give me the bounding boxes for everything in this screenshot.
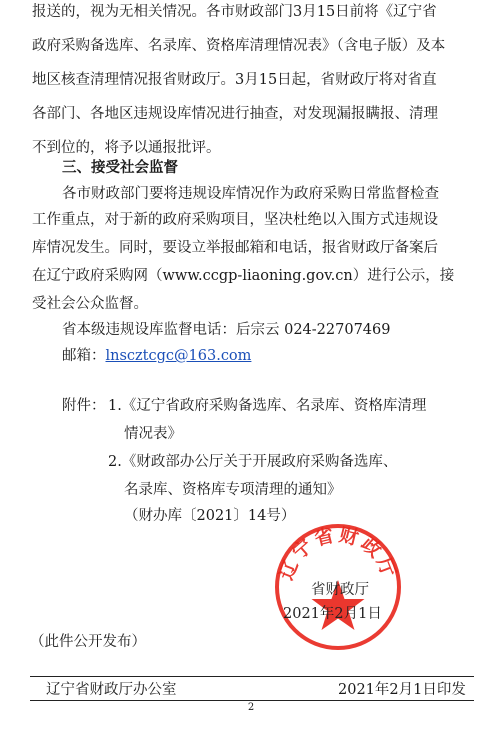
attachments-label: 附件：: [62, 398, 106, 414]
section-line-5: 受社会公众监督。: [32, 296, 148, 312]
body-line-1: 报送的，视为无相关情况。各市财政部门3月15日前将《辽宁省: [32, 4, 437, 20]
footer-issuer: 辽宁省财政厅办公室: [46, 682, 177, 698]
phone-line: 省本级违规设库监督电话：后宗云 024-22707469: [62, 322, 391, 338]
body-line-3: 地区核查清理情况报省财政厅。3月15日起，省财政厅将对省直: [32, 72, 437, 88]
attachment-item-2-cont: 名录库、资格库专项清理的通知》: [124, 482, 342, 498]
email-link[interactable]: lnscztcgc@163.com: [105, 348, 252, 364]
section-line-3: 库情况发生。同时，要设立举报邮箱和电话，报省财政厅备案后: [32, 240, 438, 256]
page-number: 2: [247, 702, 255, 713]
signing-date: 2021年2月1日: [283, 606, 382, 622]
body-line-4: 各部门、各地区违规设库情况进行抽查，对发现漏报瞒报、清理: [32, 106, 438, 122]
footer-top-rule: [30, 676, 474, 677]
seal-center-text: 省财政厅: [311, 582, 369, 598]
email-label: 邮箱：: [62, 348, 106, 364]
footer-bottom-rule: [30, 700, 474, 701]
body-line-2: 政府采购备选库、名录库、资格库清理情况表》（含电子版）及本: [32, 38, 446, 54]
attachment-doc-number: （财办库〔2021〕14号）: [124, 508, 296, 524]
footer-date: 2021年2月1日印发: [338, 682, 466, 698]
section-line-1: 各市财政部门要将违规设库情况作为政府采购日常监督检查: [62, 186, 439, 202]
section-line-4: 在辽宁政府采购网（www.ccgp-liaoning.gov.cn）进行公示，接: [32, 268, 455, 284]
body-line-5: 不到位的，将予以通报批评。: [32, 140, 221, 156]
attachment-item-2: 2.《财政部办公厅关于开展政府采购备选库、: [108, 454, 398, 470]
publish-note: （此件公开发布）: [30, 634, 146, 650]
official-seal: [273, 522, 403, 652]
section-line-2: 工作重点，对于新的政府采购项目，坚决杜绝以入围方式违规设: [32, 212, 438, 228]
svg-text:辽宁省财政厅: [275, 523, 400, 583]
attachment-item-1: 1.《辽宁省政府采购备选库、名录库、资格库清理: [108, 398, 427, 414]
email-line: [62, 346, 251, 366]
section-heading: 三、接受社会监督: [62, 160, 178, 176]
seal-arc-text: 辽宁省财政厅: [275, 523, 401, 584]
attachment-item-1-cont: 情况表》: [124, 426, 182, 442]
